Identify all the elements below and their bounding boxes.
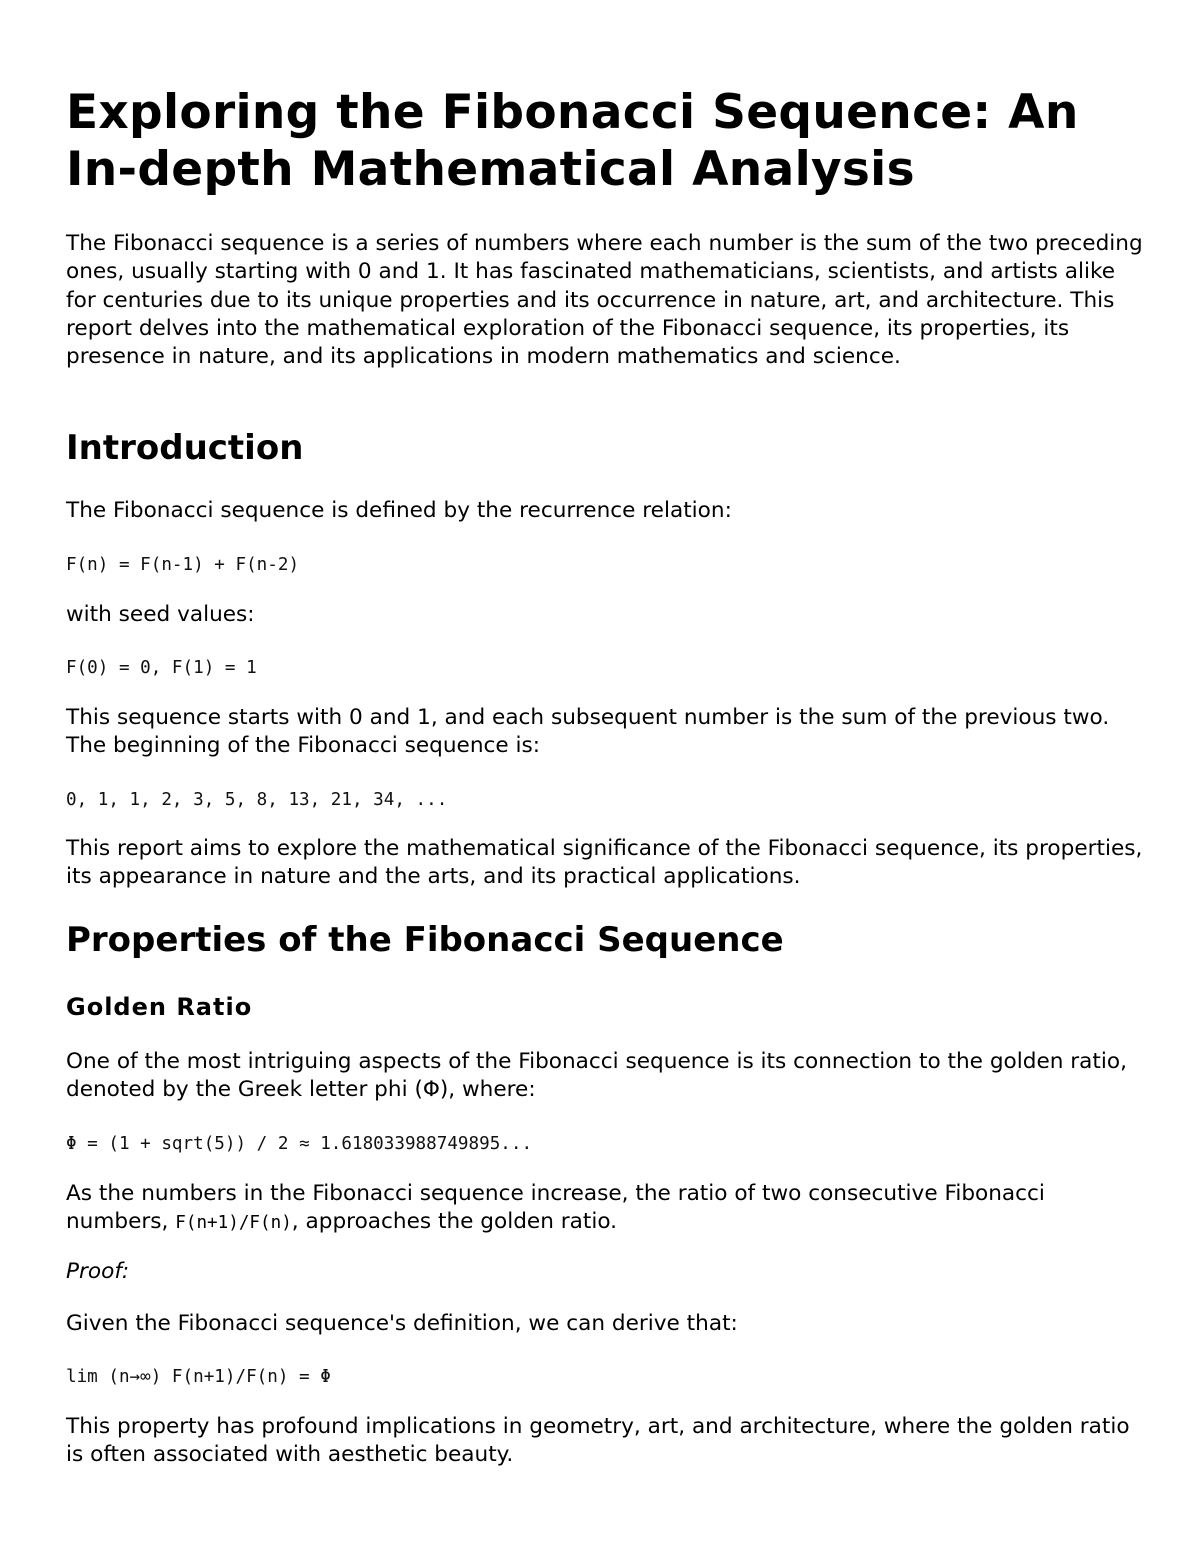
introduction-paragraph-2: with seed values: [66,602,255,627]
golden-ratio-paragraph-4: This property has profound implications in geometry, art, and architecture, where the golden ratio is often associated with aesthetic beauty. [66,1414,1130,1468]
golden-ratio-paragraph-1: One of the most intriguing aspects of the Fibonacci sequence is its connection to the golden ratio, denoted by the Greek letter phi (Φ), where: [66,1049,1127,1103]
golden-ratio-paragraph-3: Given the Fibonacci sequence's definition, we can derive that: [66,1311,738,1336]
document-title: Exploring the Fibonacci Sequence: An In-depth Mathematical Analysis [66,85,1079,197]
golden-ratio-heading: Golden Ratio [66,993,253,1021]
limit-code: lim (n→∞) F(n+1)/F(n) = Φ [66,1367,331,1387]
intro-paragraph: The Fibonacci sequence is a series of numbers where each number is the sum of the two preceding ones, usually starting with 0 and 1. It has fascinated mathematicians, scientists, and artists alike for centuries due to its unique properties and its occurrence in nature, art, and architecture. This report delves into the mathematical exploration of the Fibonacci sequence, its properties, its presence in nature, and its applications in modern mathematics and science. [66,231,1143,370]
golden-ratio-paragraph-2-start: As the numbers in the Fibonacci sequence increase, the ratio of two consecutive Fibonacci numbers, [66,1181,1045,1235]
proof-label-text: Proof: [66,1259,130,1284]
golden-ratio-formula-code: Φ = (1 + sqrt(5)) / 2 ≈ 1.618033988749895... [66,1134,533,1154]
proof-label [66,1258,1151,1286]
golden-ratio-paragraph-2 [66,1180,1151,1238]
sequence-code: 0, 1, 1, 2, 3, 5, 8, 13, 21, 34, ... [66,790,448,810]
properties-heading: Properties of the Fibonacci Sequence [66,920,784,960]
introduction-paragraph-1: The Fibonacci sequence is defined by the recurrence relation: [66,498,732,523]
introduction-paragraph-3: This sequence starts with 0 and 1, and each subsequent number is the sum of the previous two. The beginning of the Fibonacci sequence is: [66,705,1110,759]
golden-ratio-paragraph-2-end: , approaches the golden ratio. [291,1209,618,1235]
introduction-paragraph-4: This report aims to explore the mathematical significance of the Fibonacci sequence, its properties, its appearance in nature and the arts, and its practical applications. [66,836,1143,890]
recurrence-relation-code: F(n) = F(n-1) + F(n-2) [66,555,300,575]
introduction-heading: Introduction [66,428,304,468]
seed-values-code: F(0) = 0, F(1) = 1 [66,658,257,678]
ratio-inline-code: F(n+1)/F(n) [175,1213,292,1234]
